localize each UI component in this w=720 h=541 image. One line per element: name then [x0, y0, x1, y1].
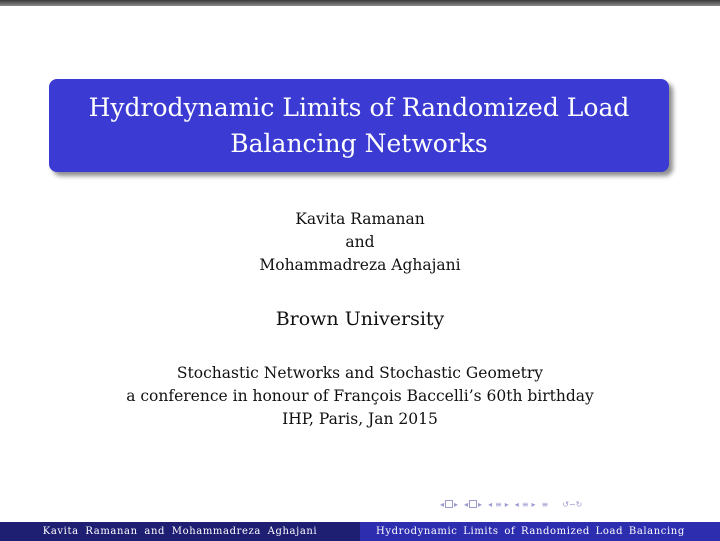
nav-frame-button[interactable]: ◂ ▸	[440, 499, 459, 509]
institution: Brown University	[275, 308, 445, 330]
frame-icon	[445, 500, 453, 508]
authors-block	[0, 208, 720, 277]
conference-block	[0, 362, 720, 431]
nav-slide-button[interactable]: ◂ ≡ ▸	[514, 499, 536, 509]
conference-line-1: Stochastic Networks and Stochastic Geometry	[176, 364, 544, 382]
footer	[0, 522, 720, 541]
title-box	[49, 79, 669, 172]
slide-icon: ≡	[521, 499, 529, 509]
author-1: Kavita Ramanan	[295, 210, 425, 228]
title-line-2: Balancing Networks	[230, 128, 488, 158]
beamer-navigation	[440, 497, 710, 511]
section-icon: ≡	[495, 499, 502, 509]
slide-title	[89, 90, 630, 162]
top-bar	[0, 0, 720, 6]
nav-align-button[interactable]	[542, 500, 549, 509]
nav-section-button[interactable]: ◂ ≡ ▸	[488, 499, 509, 509]
search-loop-icon: ↺∽↻	[562, 499, 583, 509]
nav-subsection-button[interactable]: ◂ ▸	[464, 499, 483, 509]
subsection-icon	[469, 500, 477, 508]
conference-line-3: IHP, Paris, Jan 2015	[282, 410, 438, 428]
nav-search-button[interactable]	[562, 500, 582, 509]
align-icon: ≡	[541, 499, 549, 509]
title-line-1: Hydrodynamic Limits of Randomized Load	[88, 92, 630, 122]
author-conjunction: and	[345, 233, 375, 251]
footer-title: Hydrodynamic Limits of Randomized Load Balancing	[360, 522, 720, 541]
footer-authors: Kavita Ramanan and Mohammadreza Aghajani	[0, 522, 360, 541]
author-2: Mohammadreza Aghajani	[259, 256, 461, 274]
conference-line-2: a conference in honour of François Baccelli’s 60th birthday	[126, 387, 594, 405]
